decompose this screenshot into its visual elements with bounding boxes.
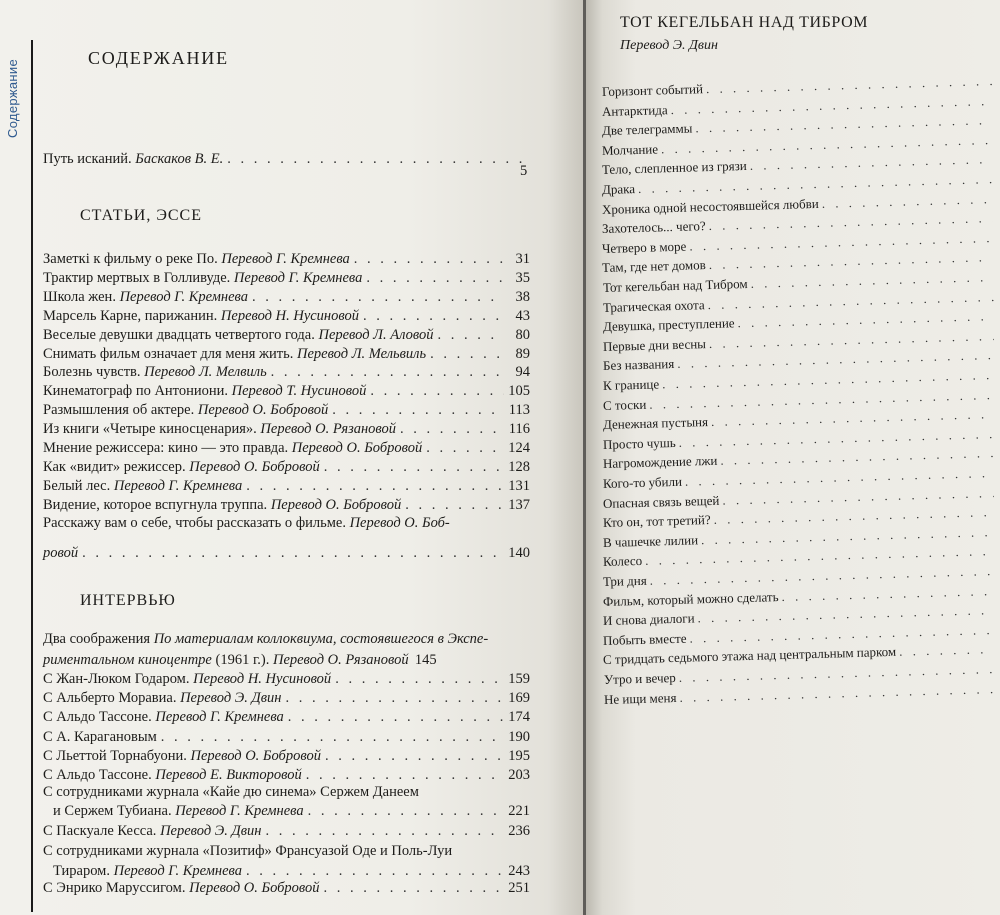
entry-page-number: 145 — [414, 652, 437, 668]
toc-entry-interview-cahiers[interactable] — [43, 783, 530, 820]
leader-dots — [750, 269, 994, 292]
entry-page-number: 113 — [508, 402, 530, 419]
story-title: Тело, слепленное из грязи — [601, 158, 748, 178]
story-title: С тридцать седьмого этажа над центральным парком — [603, 644, 897, 668]
leader-dots — [426, 439, 504, 457]
section-heading-essays: СТАТЬИ, ЭССЕ — [80, 207, 202, 224]
section-heading-interviews: ИНТЕРВЬЮ — [80, 592, 176, 609]
entry-page-number: 105 — [508, 383, 530, 400]
entry-author: Перевод Э. Двин — [180, 690, 282, 707]
story-title: Девушка, преступление — [602, 315, 735, 335]
leader-dots — [899, 641, 994, 660]
entry-page-number: 124 — [508, 440, 530, 456]
entry-title: Снимать фильм означает для меня жить. — [43, 345, 294, 362]
entry-page-number: 38 — [515, 288, 530, 305]
entry-author: Перевод Г. Кремнева — [113, 863, 242, 879]
entry-title: С сотрудниками журнала «Кайе дю синема» Сержем Данеем — [43, 784, 419, 800]
entry-page-number: 80 — [515, 326, 530, 343]
entry-page-number: 190 — [508, 728, 530, 745]
entry-title: Кинематограф по Антониони. — [43, 383, 228, 400]
entry-page-number: 195 — [508, 747, 530, 764]
story-title: В чашечке лилии — [602, 532, 699, 550]
toc-entry-interview[interactable] — [43, 766, 530, 784]
section-heading-stories: ТОТ КЕГЕЛЬБАН НАД ТИБРОМ — [620, 14, 869, 31]
story-title: Трагическая охота — [602, 296, 705, 315]
toc-entry-interview-first[interactable] — [43, 630, 530, 669]
story-title: Антарктида — [601, 101, 668, 119]
right-page — [586, 0, 1000, 915]
entry-author: Перевод О. Бобровой — [270, 496, 402, 513]
leader-dots — [82, 544, 504, 562]
story-title: Там, где нет домов — [602, 257, 707, 276]
entry-page-number: 169 — [508, 690, 530, 707]
leader-dots — [750, 151, 994, 174]
toc-entry-essay[interactable] — [43, 345, 530, 363]
toc-entry-essay[interactable] — [43, 250, 530, 268]
toc-entry-essay[interactable] — [43, 326, 530, 344]
story-title: Две телеграммы — [601, 120, 693, 139]
toc-entry-interview[interactable] — [43, 708, 530, 726]
story-title: Горизонт событий — [601, 81, 704, 99]
entry-title: Расскажу вам о себе, чтобы рассказать о фильме. — [43, 515, 346, 531]
entry-author: Перевод О. Бобровой — [189, 880, 320, 896]
entry-title: С сотрудниками журнала «Позитиф» Франсуазой Оде и Поль-Луи — [43, 843, 453, 859]
entry-page-number: 203 — [508, 767, 530, 783]
entry-author: Перевод Г. Кремнева — [221, 251, 350, 267]
entry-page-number: 5 — [520, 163, 528, 179]
side-rule — [31, 40, 33, 912]
toc-entry-interview[interactable] — [43, 728, 530, 746]
story-title: Утро и вечер — [603, 669, 676, 687]
toc-entry-essay[interactable] — [43, 496, 530, 514]
story-title: Драка — [602, 181, 636, 197]
entry-author: Перевод Т. Нусиновой — [231, 383, 367, 400]
story-title: И снова диалоги — [603, 610, 696, 629]
entry-author: Перевод О. Бобровой — [189, 458, 320, 475]
leader-dots — [286, 689, 504, 707]
entry-title: Два соображения — [43, 631, 151, 647]
entry-title-cont: Тираром. — [53, 863, 110, 879]
leader-dots — [227, 150, 526, 168]
leader-dots — [366, 269, 504, 287]
toc-entry-essay[interactable] — [43, 288, 530, 306]
leader-dots — [324, 879, 504, 897]
page-title: СОДЕРЖАНИЕ — [88, 48, 229, 68]
toc-entry-essay-last[interactable] — [43, 514, 530, 562]
entry-title: С Альдо Тассоне. — [43, 709, 152, 726]
entry-note-cont: риментальном киноцентре — [43, 652, 212, 668]
toc-entry-essay[interactable] — [43, 401, 530, 419]
story-title: Четверо в море — [602, 238, 687, 256]
entry-page-number: 140 — [508, 545, 530, 561]
story-title: Хроника одной несостоявшейся любви — [602, 195, 820, 217]
leader-dots — [161, 728, 504, 746]
leader-dots — [370, 382, 504, 400]
leader-dots — [782, 583, 995, 605]
entry-title: С Паскуале Кесса. — [43, 823, 157, 839]
entry-page-number: 94 — [515, 364, 530, 381]
entry-title: Школа жен. — [43, 288, 116, 305]
leader-dots — [288, 708, 504, 726]
entry-author: Перевод Г. Кремнева — [155, 709, 284, 726]
story-title: Кого-то убили — [602, 473, 683, 491]
entry-page-number: 35 — [515, 269, 530, 286]
entry-title: Путь исканий. — [43, 151, 132, 167]
story-title: Кто он, тот третий? — [602, 512, 711, 531]
story-title: Опасная связь вещей — [602, 492, 720, 511]
entry-note: По материалам коллоквиума, состоявшегося в Экспе- — [153, 631, 489, 647]
entry-page-number: 43 — [515, 307, 530, 324]
leader-dots — [246, 477, 504, 495]
story-title: Первые дни весны — [602, 335, 706, 354]
leader-dots — [405, 496, 504, 514]
toc-entry-essay[interactable] — [43, 363, 530, 381]
entry-title: Трактир мертвых в Голливуде. — [43, 269, 231, 286]
entry-author: Перевод О. Бобровой — [190, 747, 321, 764]
leader-dots — [266, 822, 505, 840]
story-title: Три дня — [603, 572, 648, 589]
entry-author: Перевод Г. Кремнева — [233, 269, 363, 286]
leader-dots — [363, 307, 504, 325]
toc-entry-interview-kessa[interactable] — [43, 822, 530, 840]
toc-entry-interview[interactable] — [43, 670, 530, 688]
story-title: Побыть вместе — [603, 630, 688, 648]
leader-dots — [335, 670, 504, 688]
leader-dots — [246, 862, 504, 880]
leader-dots — [400, 420, 504, 438]
story-title: Без названия — [602, 356, 675, 374]
entry-page-number: 116 — [508, 421, 530, 438]
entry-author: Перевод Е. Викторовой — [155, 767, 302, 783]
leader-dots — [822, 191, 994, 212]
entry-page-number: 137 — [508, 496, 530, 513]
story-title: Фильм, который можно сделать — [603, 588, 780, 609]
entry-author: Перевод Л. Мелвиль — [144, 364, 267, 381]
entry-title: Мнение режиссера: кино — это правда. — [43, 440, 289, 456]
entry-title: Веселые девушки двадцать четвертого года. — [43, 326, 315, 343]
entry-author: Перевод Л. Аловой — [318, 326, 434, 343]
entry-author: Перевод Л. Мельвиль — [296, 345, 427, 362]
entry-title: Из книги «Четыре киносценария». — [43, 421, 257, 438]
toc-entry-interview[interactable] — [43, 747, 530, 765]
entry-page-number: 31 — [515, 251, 530, 267]
leader-dots — [332, 401, 504, 419]
story-title: Захотелось... чего? — [602, 218, 707, 237]
toc-entry-interview-last[interactable] — [43, 879, 530, 897]
entry-title: Заметкі к фильму о реке По. — [43, 251, 218, 267]
entry-page-number: 243 — [508, 863, 530, 879]
entry-page-number: 128 — [508, 458, 530, 475]
entry-title-cont: и Сержем Тубиана. — [53, 803, 172, 819]
story-title: Нагромождение лжи — [602, 453, 718, 472]
entry-author: Перевод Г. Кремнева — [175, 803, 304, 819]
leader-dots — [437, 326, 504, 344]
entry-author: Перевод Н. Нусиновой — [220, 307, 359, 324]
toc-entry-essay[interactable] — [43, 439, 530, 457]
leader-dots — [430, 345, 504, 363]
leader-dots — [325, 747, 504, 765]
leader-dots — [324, 458, 504, 476]
entry-author: Перевод Н. Нусиновой — [193, 671, 332, 687]
entry-page-number: 89 — [515, 345, 530, 362]
section-subheading: Перевод Э. Двин — [620, 38, 718, 53]
entry-author: Перевод О. Рязановой — [272, 652, 409, 668]
leader-dots — [252, 288, 504, 306]
entry-title: Болезнь чувств. — [43, 364, 141, 381]
toc-entry-essay[interactable] — [43, 477, 530, 495]
leader-dots — [354, 250, 504, 268]
toc-entry-essay[interactable] — [43, 269, 530, 287]
entry-author: Перевод О. Рязановой — [260, 421, 397, 438]
side-running-label: Содержание — [5, 59, 20, 138]
entry-title: С Энрико Маруссигом. — [43, 880, 186, 896]
entry-page-number: 131 — [508, 477, 530, 494]
entry-title: Видение, которое вспугнула труппа. — [43, 496, 268, 513]
entry-author: Перевод Э. Двин — [160, 823, 262, 839]
toc-entry-intro[interactable] — [43, 150, 530, 168]
story-title: Не ищи меня — [603, 689, 677, 707]
entry-author-cont: ровой — [43, 545, 79, 561]
entry-author: Перевод О. Бобровой — [291, 440, 423, 456]
story-title: Денежная пустыня — [602, 414, 709, 433]
leader-dots — [308, 802, 504, 820]
leader-dots — [271, 363, 504, 381]
entry-title: С Альберто Моравиа. — [43, 690, 177, 707]
entry-page-number: 159 — [508, 671, 530, 687]
toc-entry-essay[interactable] — [43, 307, 530, 325]
entry-author: Перевод Г. Кремнева — [113, 477, 243, 494]
entry-title: Белый лес. — [43, 477, 111, 494]
toc-entry-essay[interactable] — [43, 420, 530, 438]
story-title: Тот кегельбан над Тибром — [602, 275, 748, 295]
story-title: К границе — [602, 376, 660, 393]
story-title: Молчание — [601, 141, 659, 158]
entry-title: Размышления об актере. — [43, 402, 195, 419]
entry-page-number: 251 — [508, 880, 530, 896]
entry-page-number: 174 — [508, 709, 530, 726]
toc-entry-essay[interactable] — [43, 458, 530, 476]
entry-title: С Жан-Люком Годаром. — [43, 671, 190, 687]
entry-title: Марсель Карне, парижанин. — [43, 307, 218, 324]
entry-title: С Альдо Тассоне. — [43, 767, 152, 783]
entry-year: (1961 г.). — [215, 652, 270, 668]
story-title: С тоски — [602, 396, 647, 413]
entry-author: Перевод Г. Кремнева — [119, 288, 248, 305]
leader-dots — [737, 308, 994, 331]
story-title: Колесо — [602, 553, 643, 570]
toc-entry-interview[interactable] — [43, 689, 530, 707]
toc-entry-essay[interactable] — [43, 382, 530, 400]
story-title: Просто чушь — [602, 434, 676, 452]
entry-author: Перевод О. Боб- — [349, 515, 450, 531]
entry-page-number: 221 — [508, 803, 530, 819]
entry-author: Перевод О. Бобровой — [197, 402, 329, 419]
entry-title: С Льеттой Торнабуони. — [43, 747, 187, 764]
entry-title: С А. Карагановым — [43, 728, 157, 745]
entry-page-number: 236 — [508, 823, 530, 839]
leader-dots — [306, 766, 504, 784]
entry-author: Баскаков В. Е. — [135, 151, 224, 167]
entry-title: Как «видит» режиссер. — [43, 458, 186, 475]
toc-entry-interview-positif[interactable] — [43, 842, 530, 880]
